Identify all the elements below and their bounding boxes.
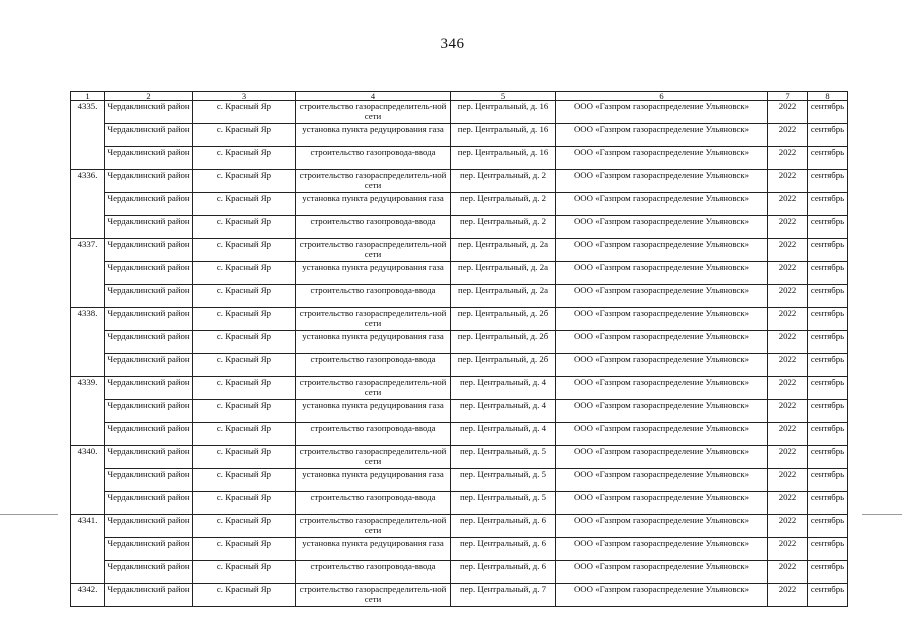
organization-cell: ООО «Газпром газораспределение Ульяновск» xyxy=(556,377,768,400)
table-row xyxy=(71,400,848,423)
year-cell: 2022 xyxy=(768,400,808,423)
year-cell: 2022 xyxy=(768,216,808,239)
table-row xyxy=(71,101,848,124)
district-cell: Чердаклинский район xyxy=(105,216,193,239)
organization-cell: ООО «Газпром газораспределение Ульяновск» xyxy=(556,216,768,239)
address-cell: пер. Центральный, д. 2б xyxy=(451,331,556,354)
year-cell: 2022 xyxy=(768,308,808,331)
year-cell: 2022 xyxy=(768,193,808,216)
district-cell: Чердаклинский район xyxy=(105,584,193,607)
organization-cell: ООО «Газпром газораспределение Ульяновск» xyxy=(556,492,768,515)
row-number-cell: 4341. xyxy=(71,515,105,584)
table-row xyxy=(71,377,848,400)
district-cell: Чердаклинский район xyxy=(105,561,193,584)
work-type-cell: строительство газопровода-ввода xyxy=(296,423,451,446)
address-cell: пер. Центральный, д. 2 xyxy=(451,216,556,239)
column-header: 7 xyxy=(768,92,808,101)
district-cell: Чердаклинский район xyxy=(105,331,193,354)
district-cell: Чердаклинский район xyxy=(105,469,193,492)
settlement-cell: с. Красный Яр xyxy=(193,377,296,400)
settlement-cell: с. Красный Яр xyxy=(193,308,296,331)
organization-cell: ООО «Газпром газораспределение Ульяновск» xyxy=(556,423,768,446)
year-cell: 2022 xyxy=(768,285,808,308)
table-row xyxy=(71,331,848,354)
address-cell: пер. Центральный, д. 5 xyxy=(451,446,556,469)
month-cell: сентябрь xyxy=(808,193,848,216)
month-cell: сентябрь xyxy=(808,354,848,377)
row-number-cell: 4339. xyxy=(71,377,105,446)
table-row xyxy=(71,239,848,262)
month-cell: сентябрь xyxy=(808,584,848,607)
year-cell: 2022 xyxy=(768,170,808,193)
organization-cell: ООО «Газпром газораспределение Ульяновск» xyxy=(556,147,768,170)
row-number-cell: 4342. xyxy=(71,584,105,607)
table-row xyxy=(71,308,848,331)
month-cell: сентябрь xyxy=(808,308,848,331)
month-cell: сентябрь xyxy=(808,423,848,446)
column-header: 2 xyxy=(105,92,193,101)
table-row xyxy=(71,216,848,239)
work-type-cell: строительство газораспределитель-ной сети xyxy=(296,170,451,193)
month-cell: сентябрь xyxy=(808,446,848,469)
district-cell: Чердаклинский район xyxy=(105,308,193,331)
organization-cell: ООО «Газпром газораспределение Ульяновск» xyxy=(556,239,768,262)
organization-cell: ООО «Газпром газораспределение Ульяновск» xyxy=(556,262,768,285)
organization-cell: ООО «Газпром газораспределение Ульяновск» xyxy=(556,124,768,147)
scan-artifact-line xyxy=(862,514,902,515)
address-cell: пер. Центральный, д. 2б xyxy=(451,354,556,377)
table-row xyxy=(71,469,848,492)
month-cell: сентябрь xyxy=(808,262,848,285)
column-header: 1 xyxy=(71,92,105,101)
organization-cell: ООО «Газпром газораспределение Ульяновск» xyxy=(556,469,768,492)
district-cell: Чердаклинский район xyxy=(105,170,193,193)
work-type-cell: строительство газораспределитель-ной сети xyxy=(296,377,451,400)
settlement-cell: с. Красный Яр xyxy=(193,239,296,262)
year-cell: 2022 xyxy=(768,538,808,561)
table-row xyxy=(71,423,848,446)
row-number-cell: 4337. xyxy=(71,239,105,308)
address-cell: пер. Центральный, д. 2 xyxy=(451,193,556,216)
settlement-cell: с. Красный Яр xyxy=(193,170,296,193)
month-cell: сентябрь xyxy=(808,377,848,400)
address-cell: пер. Центральный, д. 2а xyxy=(451,285,556,308)
address-cell: пер. Центральный, д. 4 xyxy=(451,377,556,400)
column-header: 6 xyxy=(556,92,768,101)
table-row xyxy=(71,262,848,285)
district-cell: Чердаклинский район xyxy=(105,377,193,400)
work-type-cell: строительство газораспределитель-ной сети xyxy=(296,308,451,331)
month-cell: сентябрь xyxy=(808,492,848,515)
settlement-cell: с. Красный Яр xyxy=(193,446,296,469)
district-cell: Чердаклинский район xyxy=(105,147,193,170)
district-cell: Чердаклинский район xyxy=(105,285,193,308)
district-cell: Чердаклинский район xyxy=(105,262,193,285)
month-cell: сентябрь xyxy=(808,124,848,147)
organization-cell: ООО «Газпром газораспределение Ульяновск» xyxy=(556,584,768,607)
year-cell: 2022 xyxy=(768,377,808,400)
year-cell: 2022 xyxy=(768,423,808,446)
work-type-cell: строительство газораспределитель-ной сети xyxy=(296,515,451,538)
table-body xyxy=(71,101,848,607)
table-row xyxy=(71,124,848,147)
district-cell: Чердаклинский район xyxy=(105,423,193,446)
work-type-cell: строительство газораспределитель-ной сети xyxy=(296,446,451,469)
settlement-cell: с. Красный Яр xyxy=(193,538,296,561)
organization-cell: ООО «Газпром газораспределение Ульяновск» xyxy=(556,193,768,216)
row-number-cell: 4336. xyxy=(71,170,105,239)
work-type-cell: установка пункта редуцирования газа xyxy=(296,124,451,147)
month-cell: сентябрь xyxy=(808,400,848,423)
gasification-registry-table xyxy=(70,91,848,607)
district-cell: Чердаклинский район xyxy=(105,446,193,469)
district-cell: Чердаклинский район xyxy=(105,124,193,147)
table-row xyxy=(71,285,848,308)
year-cell: 2022 xyxy=(768,147,808,170)
row-number-cell: 4340. xyxy=(71,446,105,515)
organization-cell: ООО «Газпром газораспределение Ульяновск» xyxy=(556,354,768,377)
table-row xyxy=(71,538,848,561)
address-cell: пер. Центральный, д. 16 xyxy=(451,124,556,147)
table-row xyxy=(71,584,848,607)
organization-cell: ООО «Газпром газораспределение Ульяновск» xyxy=(556,400,768,423)
organization-cell: ООО «Газпром газораспределение Ульяновск» xyxy=(556,101,768,124)
year-cell: 2022 xyxy=(768,124,808,147)
settlement-cell: с. Красный Яр xyxy=(193,354,296,377)
address-cell: пер. Центральный, д. 16 xyxy=(451,147,556,170)
organization-cell: ООО «Газпром газораспределение Ульяновск» xyxy=(556,285,768,308)
settlement-cell: с. Красный Яр xyxy=(193,331,296,354)
row-number-cell: 4338. xyxy=(71,308,105,377)
year-cell: 2022 xyxy=(768,331,808,354)
address-cell: пер. Центральный, д. 7 xyxy=(451,584,556,607)
row-number-cell: 4335. xyxy=(71,101,105,170)
table-row xyxy=(71,354,848,377)
settlement-cell: с. Красный Яр xyxy=(193,423,296,446)
column-header: 5 xyxy=(451,92,556,101)
column-header: 4 xyxy=(296,92,451,101)
address-cell: пер. Центральный, д. 6 xyxy=(451,561,556,584)
settlement-cell: с. Красный Яр xyxy=(193,285,296,308)
settlement-cell: с. Красный Яр xyxy=(193,147,296,170)
table-row xyxy=(71,170,848,193)
work-type-cell: установка пункта редуцирования газа xyxy=(296,331,451,354)
column-header: 8 xyxy=(808,92,848,101)
organization-cell: ООО «Газпром газораспределение Ульяновск» xyxy=(556,170,768,193)
organization-cell: ООО «Газпром газораспределение Ульяновск» xyxy=(556,446,768,469)
settlement-cell: с. Красный Яр xyxy=(193,193,296,216)
address-cell: пер. Центральный, д. 2а xyxy=(451,239,556,262)
year-cell: 2022 xyxy=(768,354,808,377)
month-cell: сентябрь xyxy=(808,285,848,308)
address-cell: пер. Центральный, д. 16 xyxy=(451,101,556,124)
settlement-cell: с. Красный Яр xyxy=(193,515,296,538)
organization-cell: ООО «Газпром газораспределение Ульяновск» xyxy=(556,515,768,538)
month-cell: сентябрь xyxy=(808,331,848,354)
table-row xyxy=(71,492,848,515)
settlement-cell: с. Красный Яр xyxy=(193,561,296,584)
month-cell: сентябрь xyxy=(808,101,848,124)
year-cell: 2022 xyxy=(768,515,808,538)
year-cell: 2022 xyxy=(768,101,808,124)
settlement-cell: с. Красный Яр xyxy=(193,492,296,515)
month-cell: сентябрь xyxy=(808,538,848,561)
year-cell: 2022 xyxy=(768,469,808,492)
month-cell: сентябрь xyxy=(808,239,848,262)
address-cell: пер. Центральный, д. 2а xyxy=(451,262,556,285)
table-row xyxy=(71,515,848,538)
organization-cell: ООО «Газпром газораспределение Ульяновск» xyxy=(556,331,768,354)
address-cell: пер. Центральный, д. 2б xyxy=(451,308,556,331)
scan-artifact-line xyxy=(0,514,58,515)
organization-cell: ООО «Газпром газораспределение Ульяновск» xyxy=(556,308,768,331)
table-row xyxy=(71,446,848,469)
district-cell: Чердаклинский район xyxy=(105,400,193,423)
page-number: 346 xyxy=(440,36,465,52)
work-type-cell: строительство газораспределитель-ной сети xyxy=(296,101,451,124)
month-cell: сентябрь xyxy=(808,515,848,538)
work-type-cell: строительство газопровода-ввода xyxy=(296,492,451,515)
work-type-cell: строительство газораспределитель-ной сети xyxy=(296,584,451,607)
settlement-cell: с. Красный Яр xyxy=(193,469,296,492)
table-row xyxy=(71,561,848,584)
year-cell: 2022 xyxy=(768,446,808,469)
column-number-row xyxy=(71,92,848,101)
month-cell: сентябрь xyxy=(808,469,848,492)
organization-cell: ООО «Газпром газораспределение Ульяновск» xyxy=(556,561,768,584)
address-cell: пер. Центральный, д. 2 xyxy=(451,170,556,193)
settlement-cell: с. Красный Яр xyxy=(193,124,296,147)
district-cell: Чердаклинский район xyxy=(105,101,193,124)
year-cell: 2022 xyxy=(768,584,808,607)
month-cell: сентябрь xyxy=(808,147,848,170)
address-cell: пер. Центральный, д. 6 xyxy=(451,538,556,561)
work-type-cell: строительство газопровода-ввода xyxy=(296,354,451,377)
district-cell: Чердаклинский район xyxy=(105,239,193,262)
work-type-cell: строительство газопровода-ввода xyxy=(296,561,451,584)
address-cell: пер. Центральный, д. 6 xyxy=(451,515,556,538)
address-cell: пер. Центральный, д. 5 xyxy=(451,492,556,515)
work-type-cell: строительство газопровода-ввода xyxy=(296,216,451,239)
work-type-cell: установка пункта редуцирования газа xyxy=(296,538,451,561)
district-cell: Чердаклинский район xyxy=(105,354,193,377)
work-type-cell: установка пункта редуцирования газа xyxy=(296,262,451,285)
work-type-cell: строительство газопровода-ввода xyxy=(296,285,451,308)
column-header: 3 xyxy=(193,92,296,101)
work-type-cell: установка пункта редуцирования газа xyxy=(296,469,451,492)
year-cell: 2022 xyxy=(768,561,808,584)
table-row xyxy=(71,147,848,170)
work-type-cell: строительство газораспределитель-ной сети xyxy=(296,239,451,262)
year-cell: 2022 xyxy=(768,262,808,285)
month-cell: сентябрь xyxy=(808,561,848,584)
settlement-cell: с. Красный Яр xyxy=(193,400,296,423)
address-cell: пер. Центральный, д. 4 xyxy=(451,400,556,423)
settlement-cell: с. Красный Яр xyxy=(193,262,296,285)
district-cell: Чердаклинский район xyxy=(105,538,193,561)
month-cell: сентябрь xyxy=(808,170,848,193)
year-cell: 2022 xyxy=(768,239,808,262)
table-row xyxy=(71,193,848,216)
work-type-cell: установка пункта редуцирования газа xyxy=(296,193,451,216)
work-type-cell: установка пункта редуцирования газа xyxy=(296,400,451,423)
work-type-cell: строительство газопровода-ввода xyxy=(296,147,451,170)
address-cell: пер. Центральный, д. 5 xyxy=(451,469,556,492)
organization-cell: ООО «Газпром газораспределение Ульяновск» xyxy=(556,538,768,561)
month-cell: сентябрь xyxy=(808,216,848,239)
settlement-cell: с. Красный Яр xyxy=(193,101,296,124)
address-cell: пер. Центральный, д. 4 xyxy=(451,423,556,446)
district-cell: Чердаклинский район xyxy=(105,492,193,515)
settlement-cell: с. Красный Яр xyxy=(193,584,296,607)
district-cell: Чердаклинский район xyxy=(105,193,193,216)
settlement-cell: с. Красный Яр xyxy=(193,216,296,239)
year-cell: 2022 xyxy=(768,492,808,515)
district-cell: Чердаклинский район xyxy=(105,515,193,538)
